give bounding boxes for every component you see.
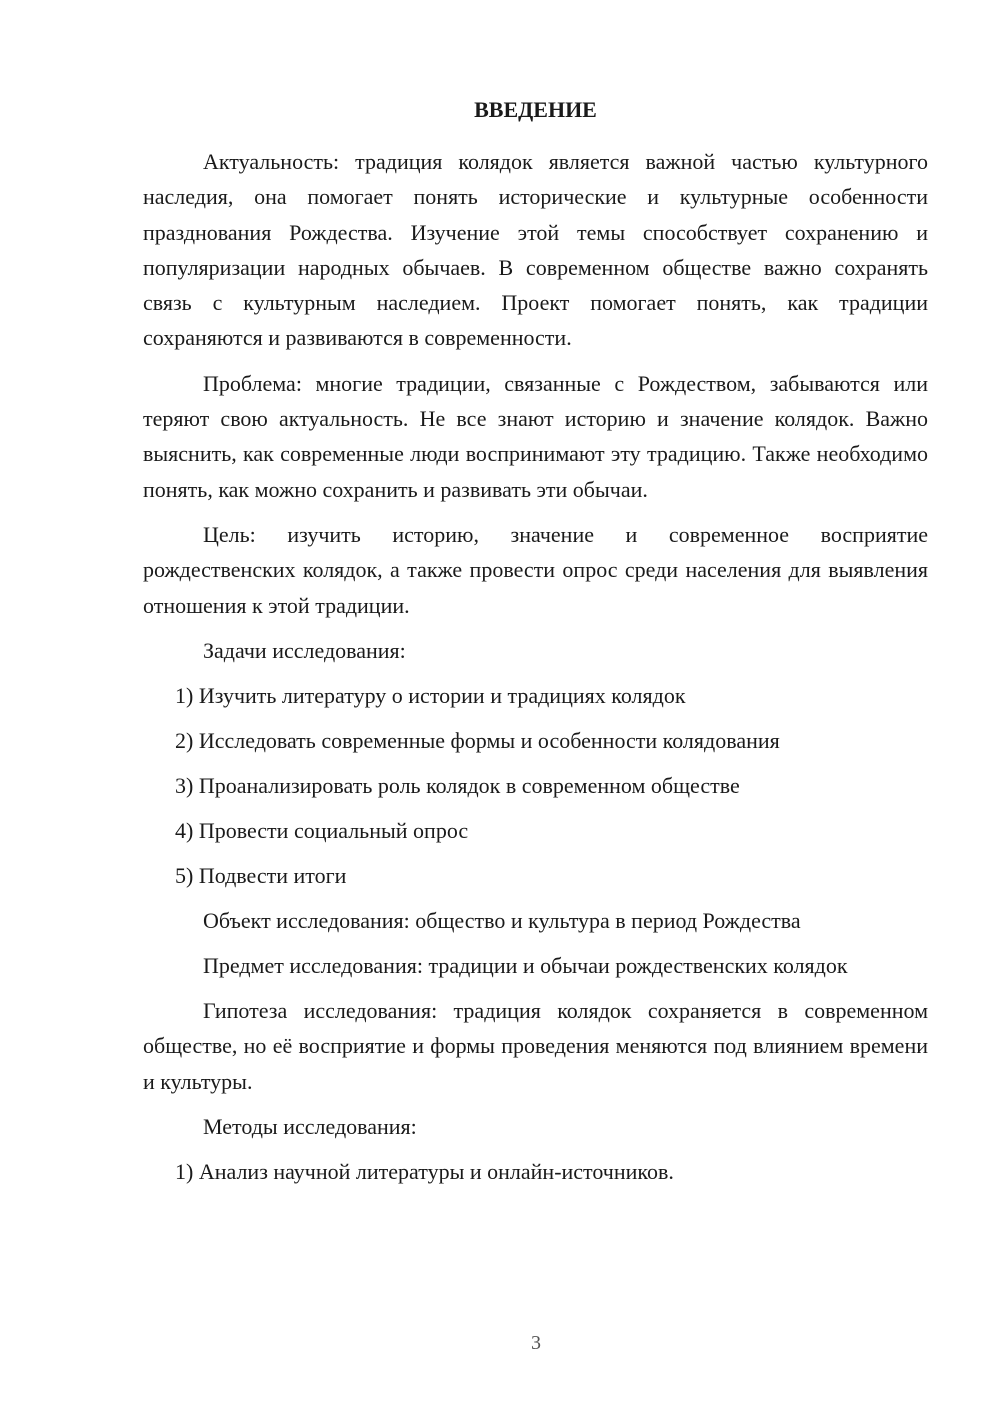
list-item: 4) Провести социальный опрос bbox=[175, 817, 469, 843]
list-item: 5) Подвести итоги bbox=[175, 862, 347, 888]
list-item: 2) Исследовать современные формы и особенности колядования bbox=[175, 727, 780, 753]
list-item: 1) Анализ научной литературы и онлайн-источников. bbox=[175, 1159, 674, 1185]
relevance-paragraph: Актуальность: традиция колядок является важной частью культурного наследия, она помогает понять исторические и культурные особенности празднования Рождества. Изучение этой темы способствует сохранению и популяризации народных обычаев. В современном обществе важно сохранять связь с культурным наследием. Проект помогает понять, как традиции сохраняются и развиваются в современности. bbox=[143, 149, 928, 351]
page-title: ВВЕДЕНИЕ bbox=[474, 97, 597, 122]
tasks-label: Задачи исследования: bbox=[203, 637, 406, 663]
research-hypothesis: Гипотеза исследования: традиция колядок сохраняется в современном обществе, но её восприятие и формы проведения меняются под влиянием времени и культуры. bbox=[143, 998, 928, 1094]
problem-paragraph: Проблема: многие традиции, связанные с Рождеством, забываются или теряют свою актуальность. Не все знают историю и значение колядок. Важно выяснить, как современные люди воспринимают эту традицию. Также необходимо понять, как можно сохранить и развивать эти обычаи. bbox=[143, 370, 928, 502]
research-object: Объект исследования: общество и культура в период Рождества bbox=[203, 907, 801, 933]
document-page bbox=[143, 94, 928, 1199]
page-number: 3 bbox=[531, 1332, 541, 1354]
goal-paragraph: Цель: изучить историю, значение и современное восприятие рождественских колядок, а также провести опрос среди населения для выявления отношения к этой традиции. bbox=[143, 521, 928, 618]
list-item: 3) Проанализировать роль колядок в современном обществе bbox=[175, 772, 740, 798]
methods-list bbox=[143, 1154, 928, 1189]
tasks-list bbox=[143, 678, 928, 893]
list-item: 1) Изучить литературу о истории и традициях колядок bbox=[175, 682, 686, 708]
methods-label: Методы исследования: bbox=[203, 1114, 417, 1140]
research-subject: Предмет исследования: традиции и обычаи рождественских колядок bbox=[203, 952, 848, 978]
